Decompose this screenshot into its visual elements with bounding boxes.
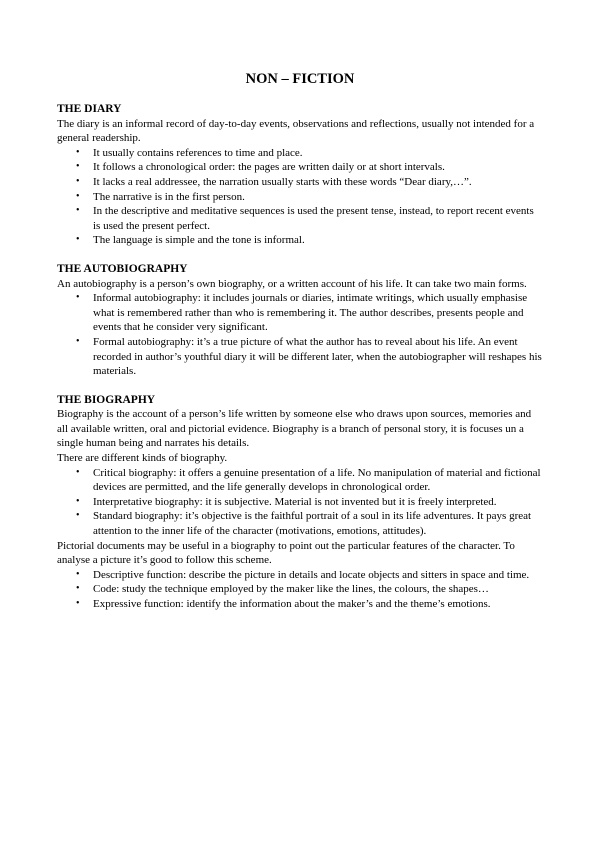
bullet-icon: • — [76, 175, 80, 187]
biography-kinds-intro: There are different kinds of biography. — [57, 452, 228, 465]
list-item — [76, 291, 543, 335]
list-item-text: It lacks a real addressee, the narration usually starts with these words “Dear diary,…”. — [93, 175, 472, 188]
list-item — [76, 495, 543, 510]
bullet-icon: • — [76, 161, 80, 173]
list-item-text: The narrative is in the first person. — [93, 190, 245, 203]
list-item-text: Code: study the technique employed by the maker like the lines, the colours, the shapes… — [93, 583, 489, 596]
list-item — [76, 335, 543, 379]
biography-intro: Biography is the account of a person’s life written by someone else who draws upon sources, memories and all available written, oral and pictorial evidence. Biography is a branch of personal story, it is focuses un a single human being and narrates his details. — [57, 408, 532, 450]
bullet-icon: • — [76, 335, 80, 347]
list-item — [76, 146, 543, 161]
list-item — [76, 175, 543, 190]
biography-scheme-list — [57, 568, 543, 612]
diary-list — [57, 146, 543, 248]
section-autobiography — [57, 262, 543, 379]
list-item-text: Critical biography: it offers a genuine presentation of a life. No manipulation of material and fictional devices are permitted, and the life generally develops in chronological order. — [93, 466, 541, 494]
bullet-icon: • — [76, 234, 80, 246]
list-item — [76, 582, 543, 597]
section-heading-diary: THE DIARY — [57, 103, 122, 115]
list-item-text: Descriptive function: describe the picture in details and locate objects and sitters in space and time. — [93, 568, 530, 581]
list-item — [76, 204, 543, 233]
list-item-text: In the descriptive and meditative sequences is used the present tense, instead, to report recent events is used the present perfect. — [93, 205, 534, 232]
list-item — [76, 568, 543, 583]
list-item-text: Formal autobiography: it’s a true picture of what the author has to reveal about his life. An event recorded in author’s youthful diary it will be different later, when the autobiographer will reshapes his materials. — [93, 335, 542, 378]
biography-pictorial-intro: Pictorial documents may be useful in a biography to point out the particular features of the character. To analyse a picture it’s good to follow this scheme. — [57, 539, 515, 567]
bullet-icon: • — [76, 568, 80, 580]
document-page — [57, 70, 543, 626]
list-item — [76, 190, 543, 205]
section-heading-autobiography: THE AUTOBIOGRAPHY — [57, 262, 188, 275]
section-biography — [57, 393, 543, 612]
autobiography-intro: An autobiography is a person’s own biography, or a written account of his life. It can take two main forms. — [57, 277, 527, 290]
list-item-text: It usually contains references to time and place. — [93, 146, 303, 159]
section-heading-biography: THE BIOGRAPHY — [57, 393, 156, 406]
list-item-text: The language is simple and the tone is informal. — [93, 234, 305, 247]
bullet-icon: • — [76, 190, 80, 202]
list-item-text: Informal autobiography: it includes journals or diaries, intimate writings, which usually emphasise what is remembered rather than who is remembering it. The author describes, presents people and events that he consider very significant. — [93, 292, 528, 334]
list-item — [76, 509, 543, 538]
bullet-icon: • — [76, 598, 80, 609]
autobiography-list — [57, 291, 543, 379]
list-item — [76, 466, 543, 495]
bullet-icon: • — [76, 146, 80, 158]
biography-kinds-list — [57, 466, 543, 539]
list-item-text: Expressive function: identify the information about the maker’s and the theme’s emotions. — [93, 598, 491, 610]
list-item-text: It follows a chronological order: the pages are written daily or at short intervals. — [93, 161, 445, 174]
list-item — [76, 233, 543, 248]
section-diary — [57, 102, 543, 248]
bullet-icon: • — [76, 292, 80, 304]
list-item — [76, 160, 543, 175]
list-item — [76, 597, 543, 612]
list-item-text: Standard biography: it’s objective is the faithful portrait of a soul in its life adventures. It pays great attention to the inner life of the character (motivations, emotions, attitudes). — [93, 510, 532, 538]
diary-intro: The diary is an informal record of day-to-day events, observations and reflections, usually not intended for a general readership. — [57, 117, 535, 145]
bullet-icon: • — [76, 495, 80, 507]
page-title: NON – FICTION — [245, 71, 355, 87]
bullet-icon: • — [76, 205, 80, 217]
bullet-icon: • — [76, 510, 80, 522]
bullet-icon: • — [76, 466, 80, 478]
bullet-icon: • — [76, 583, 80, 595]
list-item-text: Interpretative biography: it is subjective. Material is not invented but it is freely interpreted. — [93, 495, 497, 508]
